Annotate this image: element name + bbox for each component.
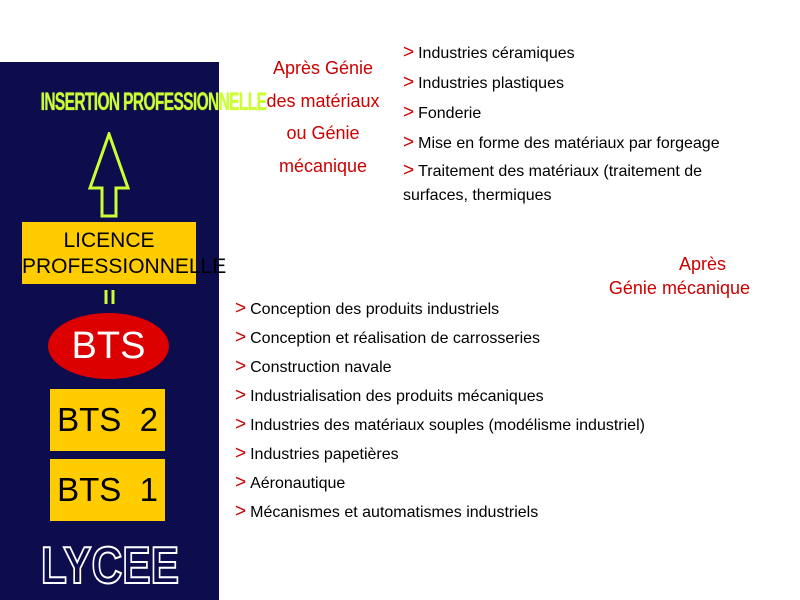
apres-genie-materiaux-label: Après Génie des matériaux ou Génie mécanique [266,58,380,176]
connector-lines [104,290,116,306]
list-item: > Construction navale [235,356,392,377]
chevron-right-icon: > [235,385,247,406]
licence-professionnelle-box [22,222,227,284]
licence-line-2: PROFESSIONNELLE [22,255,227,278]
list-item: > Traitement des matériaux (traitement de surfaces, thermiques [403,160,703,204]
top-industries-list [403,41,733,213]
bottom-industries-list [235,295,755,527]
chevron-right-icon: > [235,414,247,435]
chevron-right-icon: > [403,102,415,123]
list-item: > Conception et réalisation de carrosseries [235,327,541,348]
insertion-professionnelle-title: INSERTION PROFESSIONNELLE [40,88,267,116]
chevron-right-icon: > [235,443,247,464]
list-item: > Mécanismes et automatismes industriels [235,501,539,522]
list-item: > Aéronautique [235,472,346,493]
bts-oval: BTS [48,313,169,379]
licence-line-1: LICENCE [63,229,155,252]
chevron-right-icon: > [235,501,247,522]
up-arrow-icon [86,132,132,218]
lycee-title [30,535,190,590]
list-item: > Industrialisation des produits mécaniques [235,385,544,406]
bts-2-box: BTS 2 [50,389,165,451]
list-item: > Industries plastiques [403,72,564,93]
chevron-right-icon: > [403,42,415,63]
chevron-right-icon: > [403,72,415,93]
bts-1-box: BTS 1 [50,459,165,521]
chevron-right-icon: > [235,356,247,377]
chevron-right-icon: > [235,327,247,348]
list-item: > Conception des produits industriels [235,298,500,319]
chevron-right-icon: > [235,472,247,493]
list-item: > Fonderie [403,102,482,123]
chevron-right-icon: > [403,160,415,181]
chevron-right-icon: > [403,132,415,153]
list-item: > Industries des matériaux souples (modélisme industriel) [235,414,645,435]
apres-genie-mecanique-label: Après Génie mécanique [608,254,750,298]
list-item: > Mise en forme des matériaux par forgeage [403,132,720,153]
chevron-right-icon: > [235,298,247,319]
lycee-text: LYCEE [40,537,180,590]
list-item: > Industries céramiques [403,42,575,63]
list-item: > Industries papetières [235,443,399,464]
